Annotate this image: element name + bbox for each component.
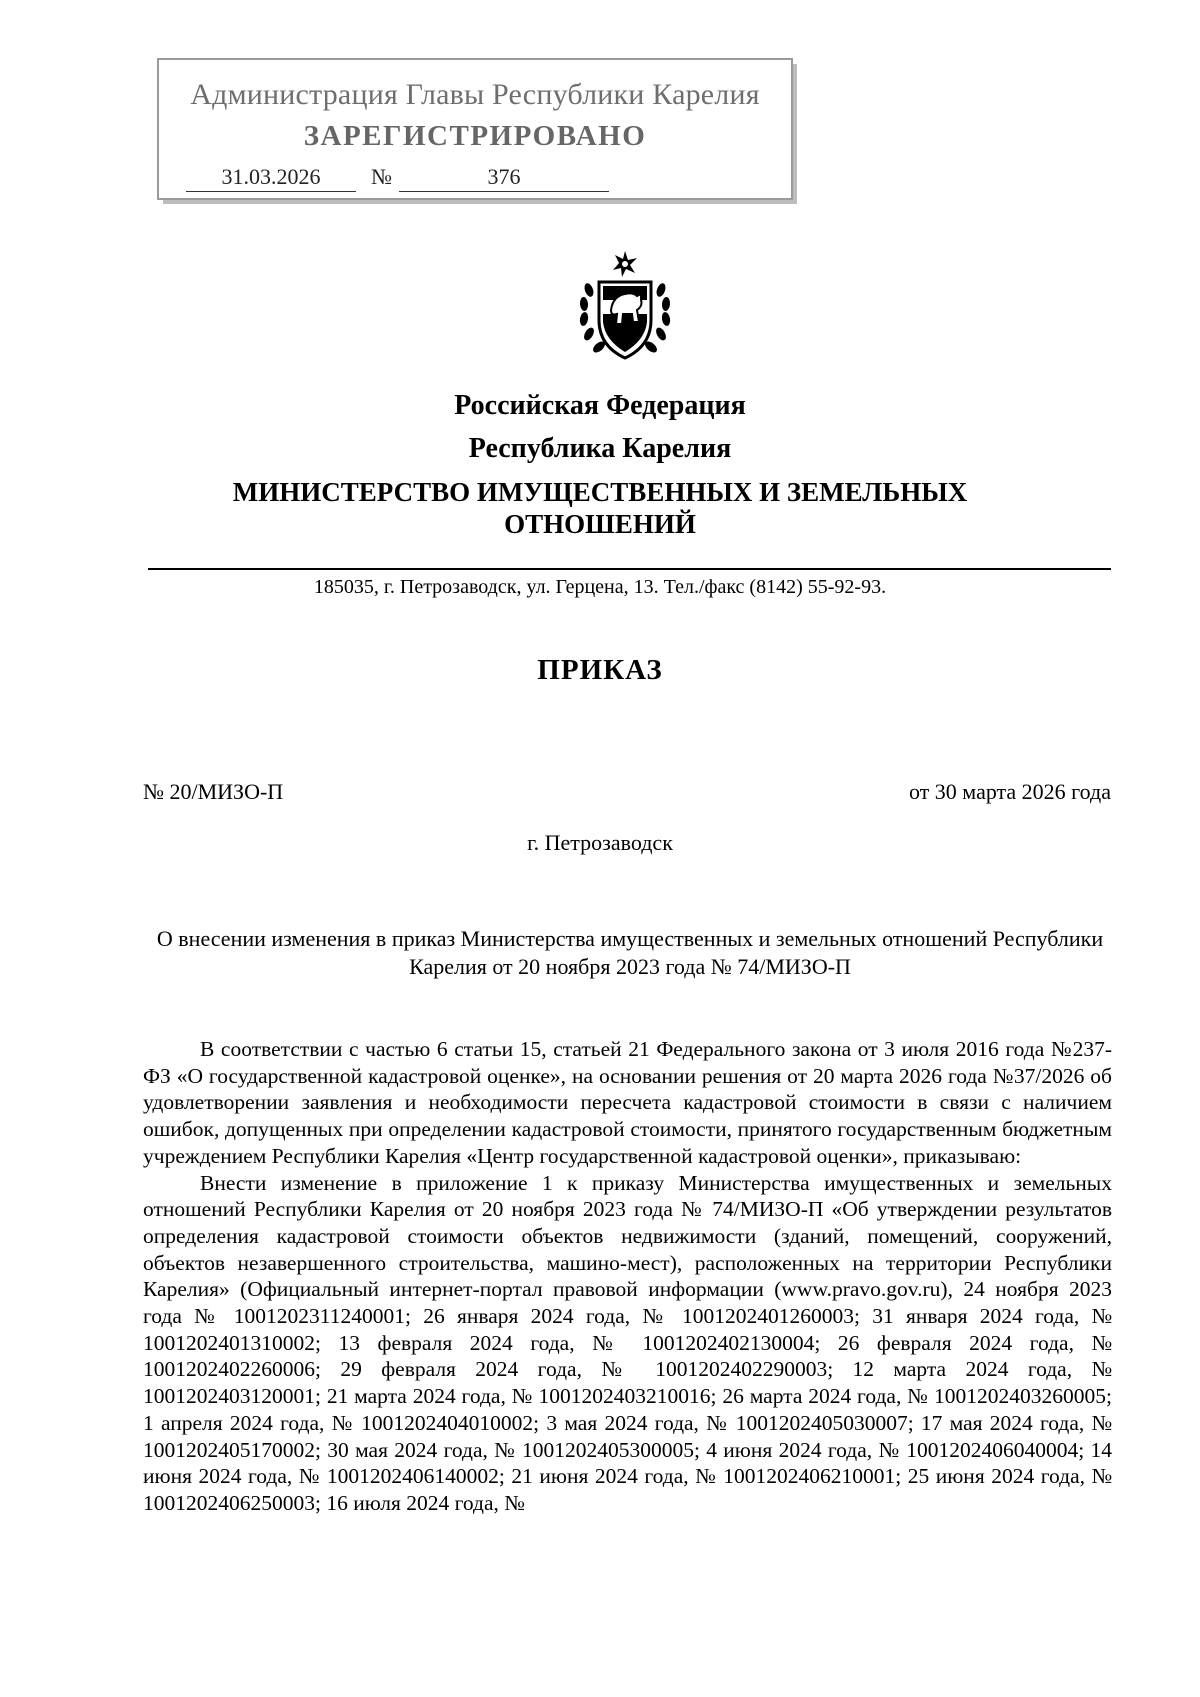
document-date: от 30 марта 2026 года (908, 779, 1111, 804)
header-divider (148, 568, 1111, 570)
stamp-number-sign: № (371, 164, 392, 189)
header-ministry (0, 476, 1200, 540)
stamp-number: 376 (399, 164, 609, 192)
document-title: ПРИКАЗ (537, 654, 663, 686)
stamp-date: 31.03.2026 (186, 164, 356, 192)
document-number: № 20/МИЗО-П (143, 779, 284, 804)
registration-stamp (157, 58, 793, 200)
ministry-name: МИНИСТЕРСТВО ИМУЩЕСТВЕННЫХ И ЗЕМЕЛЬНЫХ ОТНОШЕНИЙ (232, 477, 968, 539)
document-subject: О внесении изменения в приказ Министерства имущественных и земельных отношений Республики Карелия от 20 ноября 2023 года № 74/МИЗО-П (156, 926, 1104, 979)
document-body (143, 1036, 1112, 1517)
coat-of-arms-icon (575, 250, 675, 370)
stamp-status: ЗАРЕГИСТРИРОВАНО (303, 120, 647, 152)
ministry-address: 185035, г. Петрозаводск, ул. Герцена, 13. Тел./факс (8142) 55-92-93. (313, 576, 887, 598)
header-country: Российская Федерация (454, 390, 746, 421)
body-paragraph: В соответствии с частью 6 статьи 15, статьей 21 Федерального закона от 3 июля 2016 года №237-ФЗ «О государственной кадастровой оценке», на основании решения от 20 марта 2026 года №37/2026 об удовлетворении заявления и необходимости пересчета кадастровой стоимости в связи с наличием ошибок, допущенных при определении кадастровой стоимости, принятого государственным бюджетным учреждением Республики Карелия «Центр государственной кадастровой оценки», приказываю: (143, 1037, 1112, 1168)
stamp-organization: Администрация Главы Республики Карелия (190, 78, 760, 111)
header-region: Республика Карелия (468, 433, 732, 464)
body-paragraph: Внести изменение в приложение 1 к приказу Министерства имущественных и земельных отношений Республики Карелия от 20 ноября 2023 года № 74/МИЗО-П «Об утверждении результатов определения кадастровой стоимости объектов недвижимости (зданий, помещений, сооружений, объектов незавершенного строительства, машино-мест), расположенных на территории Республики Карелия» (Официальный интернет-портал правовой информации (www.pravo.gov.ru), 24 ноября 2023 года № 1001202311240001; 26 января 2024 года, № 1001202401260003; 31 января 2024 года, № 1001202401310002; 13 февраля 2024 года, № 1001202402130004; 26 февраля 2024 года, № 1001202402260006; 29 февраля 2024 года, № 1001202402290003; 12 марта 2024 года, № 1001202403120001; 21 марта 2024 года, № 1001202403210016; 26 марта 2024 года, № 1001202403260005; 1 апреля 2024 года, № 1001202404010002; 3 мая 2024 года, № 1001202405030007; 17 мая 2024 года, № 1001202405170002; 30 мая 2024 года, № 1001202405300005; 4 июня 2024 года, № 1001202406040004; 14 июня 2024 года, № 1001202406140002; 21 июня 2024 года, № 1001202406210001; 25 июня 2024 года, № 1001202406250003; 16 июля 2024 года, № (143, 1170, 1112, 1515)
document-city: г. Петрозаводск (527, 830, 673, 855)
